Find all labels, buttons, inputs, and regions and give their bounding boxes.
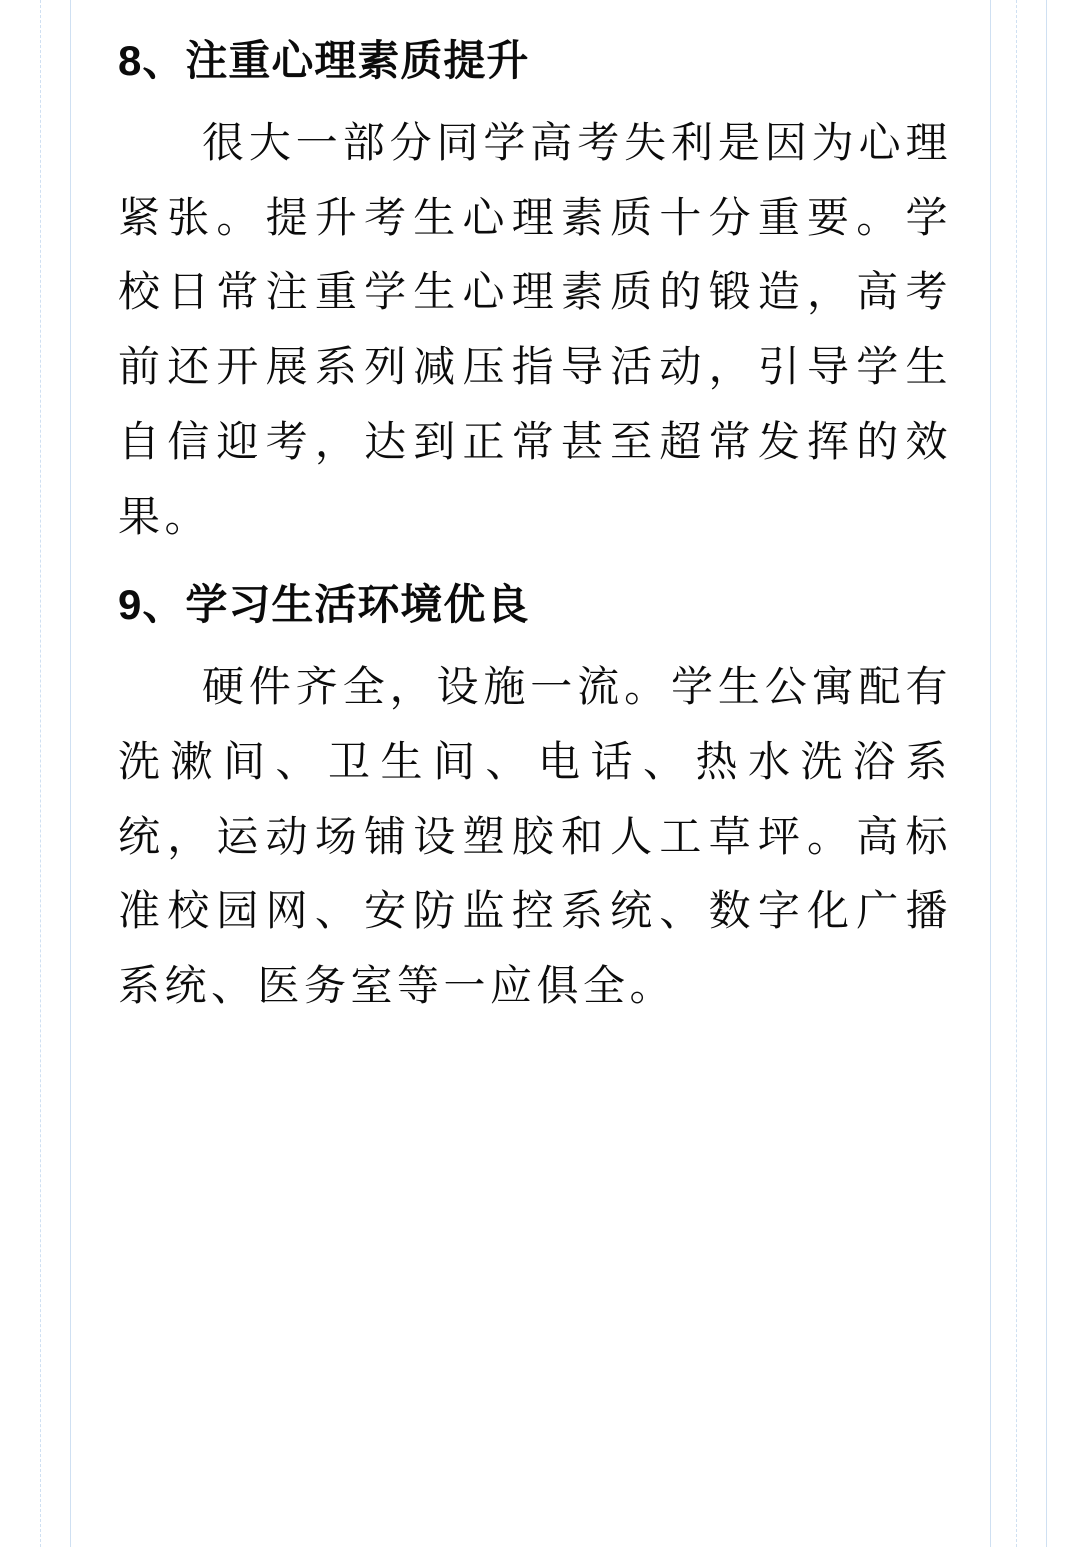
- section-8-heading: 8、注重心理素质提升: [118, 37, 530, 84]
- page-guide-line-left-outer: [40, 0, 41, 1547]
- section-8-paragraph: 很大一部分同学高考失利是因为心理紧张。提升考生心理素质十分重要。学校日常注重学生心理素质的锻造，高考前还开展系列减压指导活动，引导学生自信迎考，达到正常甚至超常发挥的效果。: [118, 118, 952, 540]
- section-9: [118, 578, 952, 1024]
- document-content: [118, 34, 952, 1048]
- section-9-paragraph: 硬件齐全，设施一流。学生公寓配有洗漱间、卫生间、电话、热水洗浴系统，运动场铺设塑胶和人工草坪。高标准校园网、安防监控系统、数字化广播系统、医务室等一应俱全。: [118, 663, 952, 1009]
- section-9-heading: 9、学习生活环境优良: [118, 581, 530, 629]
- page-guide-line-left-inner: [70, 0, 71, 1547]
- section-8: [118, 34, 952, 554]
- page-guide-line-right-outer: [1046, 0, 1047, 1547]
- page-guide-line-right-inner: [990, 0, 991, 1547]
- page-guide-line-right-middle: [1016, 0, 1017, 1547]
